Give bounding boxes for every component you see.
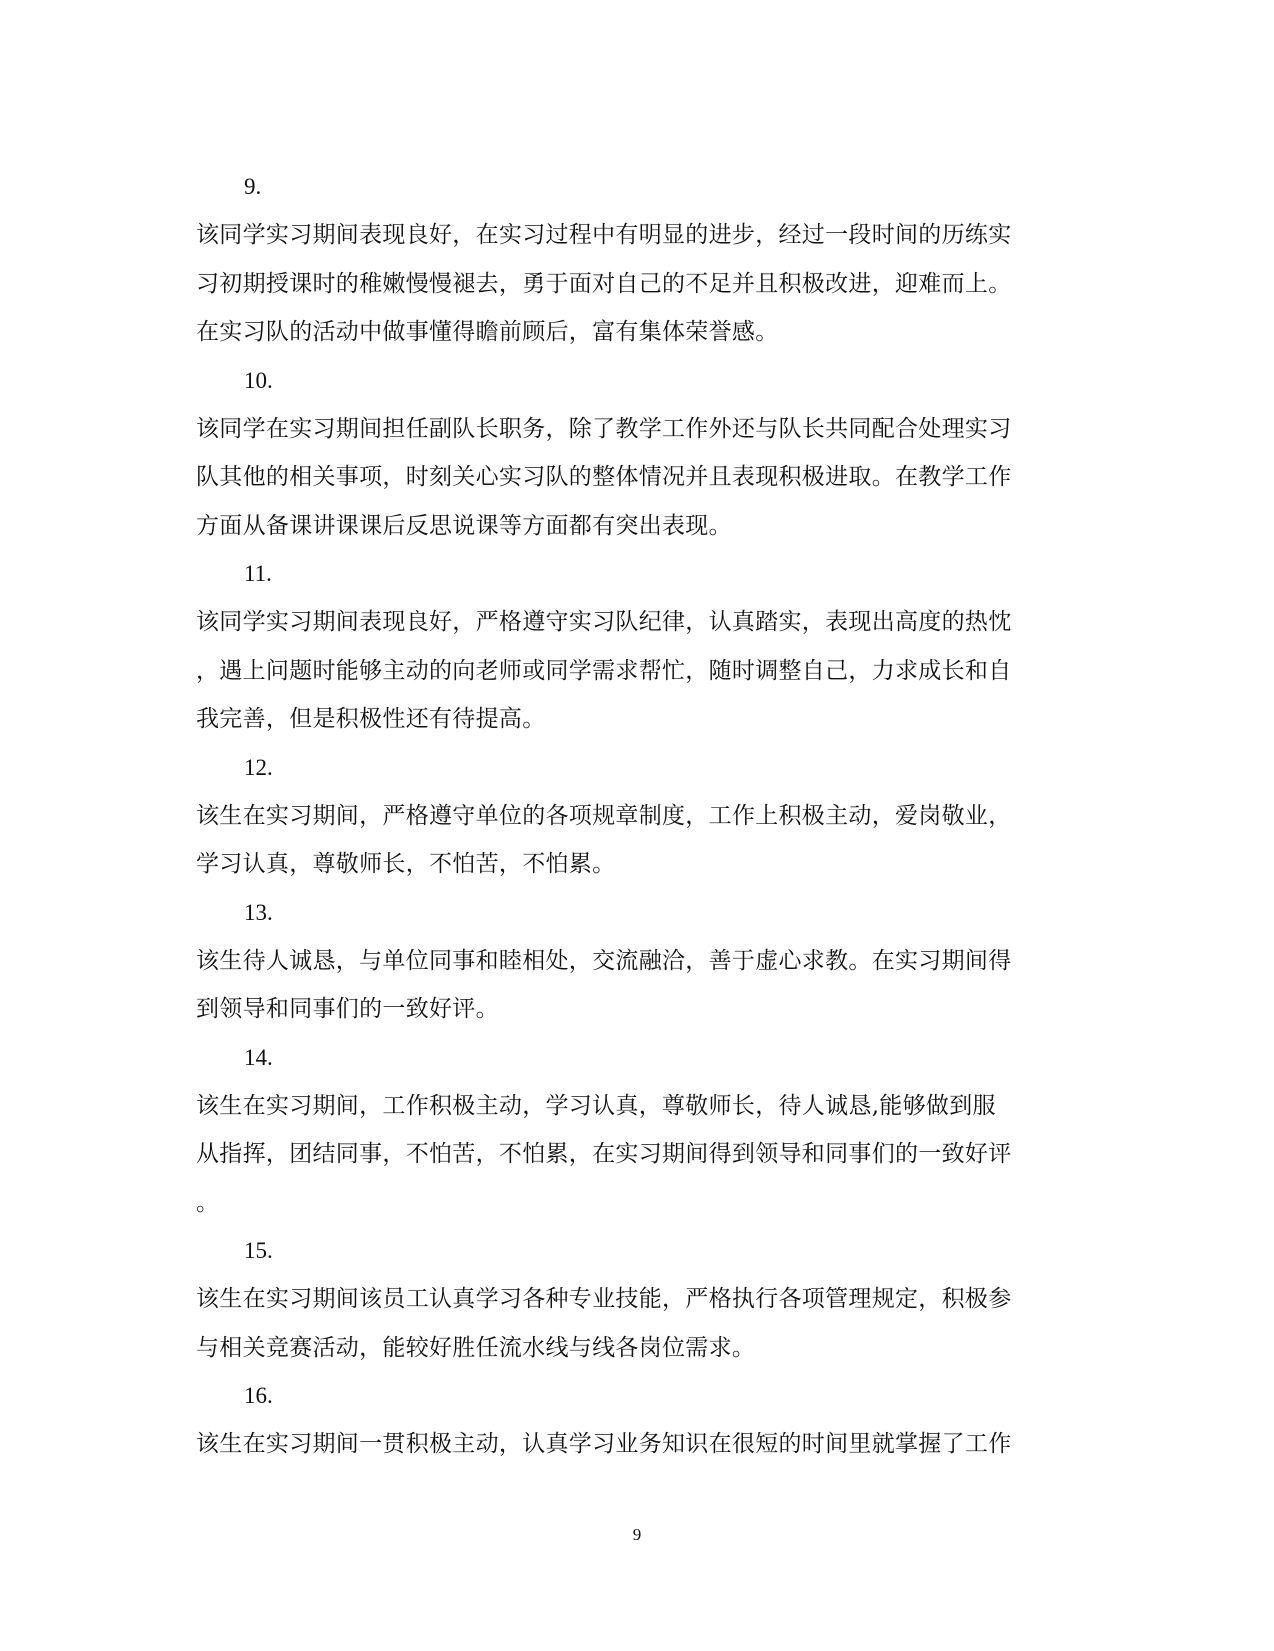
entry-text-line: 该同学在实习期间担任副队长职务，除了教学工作外还与队长共同配合处理实习 [196, 415, 1012, 442]
entry-9 [196, 163, 1076, 357]
entry-text-line: 队其他的相关事项，时刻关心实习队的整体情况并且表现积极进取。在教学工作 [196, 464, 1012, 490]
entry-11 [196, 550, 1076, 744]
entry-number: 12. [244, 754, 273, 780]
entry-text-line: 在实习队的活动中做事懂得瞻前顾后，富有集体荣誉感。 [196, 319, 779, 345]
entry-12 [196, 744, 1076, 889]
entry-text-line: 该同学实习期间表现良好，在实习过程中有明显的进步，经过一段时间的历练实 [196, 222, 1012, 248]
entry-text-line: 该生在实习期间一贯积极主动，认真学习业务知识在很短的时间里就掌握了工作 [196, 1431, 1012, 1457]
entry-number: 14. [244, 1044, 273, 1070]
entry-number: 9. [244, 174, 262, 199]
entry-number: 15. [244, 1238, 273, 1263]
entry-text-line: 该生在实习期间该员工认真学习各种专业技能，严格执行各项管理规定，积极参 [196, 1286, 1012, 1312]
entry-text-line: 我完善，但是积极性还有待提高。 [196, 706, 546, 732]
entry-text-line: 到领导和同事们的一致好评。 [196, 996, 499, 1022]
entry-text-line: 该生待人诚恳，与单位同事和睦相处，交流融洽，善于虚心求教。在实习期间得 [196, 947, 1012, 974]
entry-text-line: 方面从备课讲课课后反思说课等方面都有突出表现。 [196, 512, 732, 539]
entry-text-line: 从指挥，团结同事，不怕苦，不怕累，在实习期间得到领导和同事们的一致好评 [196, 1141, 1012, 1167]
entry-text-line: 与相关竞赛活动，能较好胜任流水线与线各岗位需求。 [196, 1334, 756, 1361]
entry-text-line: ，遇上问题时能够主动的向老师或同学需求帮忙，随时调整自己，力求成长和自 [196, 657, 1012, 684]
entry-13 [196, 889, 1076, 1034]
entry-10 [196, 357, 1076, 551]
entry-16 [196, 1372, 1076, 1469]
entry-number: 16. [244, 1383, 273, 1408]
entry-text-line: 学习认真，尊敬师长，不怕苦，不怕累。 [196, 851, 616, 877]
entry-number: 13. [244, 899, 273, 925]
page-content [196, 163, 1076, 1469]
entry-14 [196, 1034, 1076, 1228]
entry-number: 10. [244, 367, 273, 393]
page-number: 9 [632, 1525, 642, 1544]
entry-text-line: 。 [196, 1189, 220, 1216]
entry-text-line: 该生在实习期间，工作积极主动，学习认真，尊敬师长，待人诚恳,能够做到服 [196, 1092, 996, 1119]
entry-text-line: 该同学实习期间表现良好，严格遵守实习队纪律，认真踏实，表现出高度的热忱 [196, 609, 1012, 635]
entry-number: 11. [244, 561, 272, 586]
entry-text-line: 该生在实习期间，严格遵守单位的各项规章制度，工作上积极主动，爱岗敬业， [196, 802, 1012, 829]
entry-text-line: 习初期授课时的稚嫩慢慢褪去，勇于面对自己的不足并且积极改进，迎难而上。 [196, 270, 1012, 297]
entry-15 [196, 1227, 1076, 1372]
